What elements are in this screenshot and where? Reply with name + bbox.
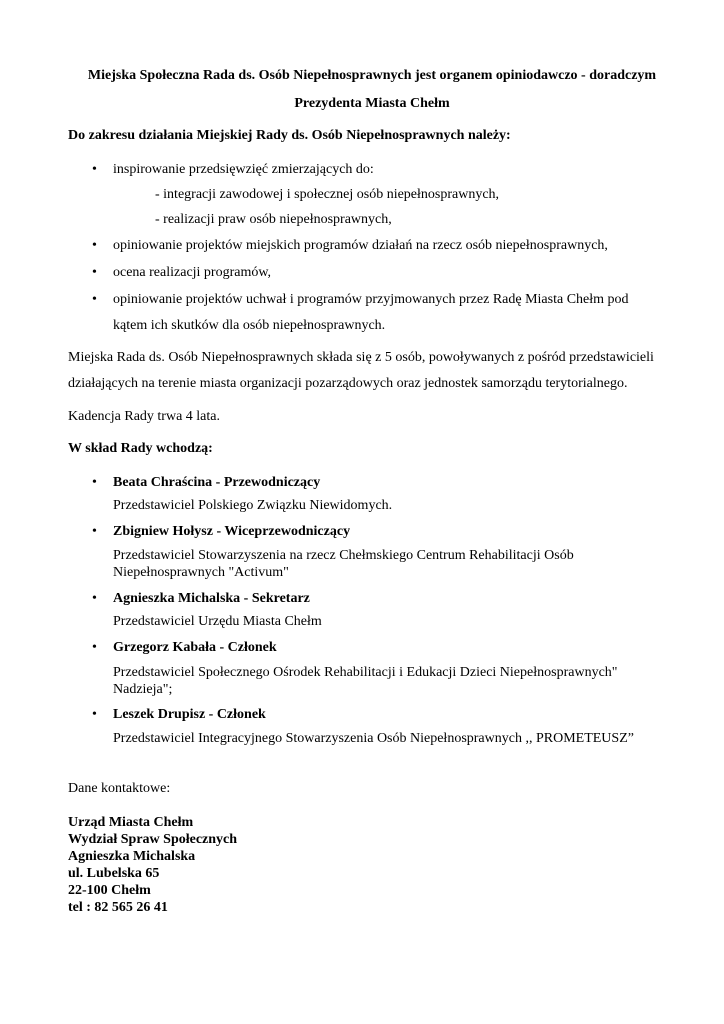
member-name: Agnieszka Michalska - Sekretarz [113, 591, 310, 606]
contact-street: ul. Lubelska 65 [68, 866, 160, 881]
member-name: Leszek Drupisz - Członek [113, 707, 266, 722]
composition-line-2: działających na terenie miasta organizacji pozarządowych oraz jednostek samorządu terytorialnego. [68, 376, 628, 391]
term-text: Kadencja Rady trwa 4 lata. [68, 409, 220, 424]
contact-office: Urząd Miasta Chełm [68, 815, 194, 830]
bullet-marker: • [92, 524, 97, 539]
scope-subitem-integration: - integracji zawodowej i społecznej osób niepełnosprawnych, [155, 187, 500, 202]
scope-subitem-rights: - realizacji praw osób niepełnosprawnych, [155, 212, 392, 227]
scope-heading: Do zakresu działania Miejskiej Rady ds. Osób Niepełnosprawnych należy: [68, 128, 511, 143]
contact-person: Agnieszka Michalska [68, 849, 196, 864]
scope-item-resolutions-line2: kątem ich skutków dla osób niepełnosprawnych. [113, 318, 386, 333]
member-description: Przedstawiciel Polskiego Związku Niewidomych. [113, 498, 393, 513]
bullet-marker: • [92, 707, 97, 722]
bullet-marker: • [92, 238, 97, 253]
members-heading: W skład Rady wchodzą: [68, 441, 213, 456]
bullet-marker: • [92, 591, 97, 606]
scope-item-resolutions-line1: opiniowanie projektów uchwał i programów przyjmowanych przez Radę Miasta Chełm pod [113, 292, 629, 307]
member-description: Przedstawiciel Stowarzyszenia na rzecz Chełmskiego Centrum Rehabilitacji Osób Niepełnosprawnych "Activum" [113, 548, 574, 580]
member-name: Grzegorz Kabała - Członek [113, 640, 277, 655]
bullet-marker: • [92, 640, 97, 655]
scope-item-evaluation: ocena realizacji programów, [113, 265, 272, 280]
bullet-marker: • [92, 475, 97, 490]
member-description: Przedstawiciel Urzędu Miasta Chełm [113, 614, 322, 629]
contact-city: 22-100 Chełm [68, 883, 151, 898]
title-line-1: Miejska Społeczna Rada ds. Osób Niepełnosprawnych jest organem opiniodawczo - doradczym [87, 68, 657, 83]
title-line-2: Prezydenta Miasta Chełm [294, 96, 450, 111]
bullet-marker: • [92, 265, 97, 280]
scope-item-inspire: inspirowanie przedsięwzięć zmierzających do: [113, 162, 374, 177]
contact-label: Dane kontaktowe: [68, 781, 171, 796]
bullet-marker: • [92, 292, 97, 307]
member-name: Beata Chraścina - Przewodniczący [113, 475, 321, 490]
member-name: Zbigniew Hołysz - Wiceprzewodniczący [113, 524, 351, 539]
contact-phone: tel : 82 565 26 41 [68, 900, 168, 915]
member-description: Przedstawiciel Integracyjnego Stowarzyszenia Osób Niepełnosprawnych ,, PROMETEUSZ” [113, 731, 634, 746]
composition-line-1: Miejska Rada ds. Osób Niepełnosprawnych składa się z 5 osób, powoływanych z pośród przedstawicieli [68, 350, 654, 365]
bullet-marker: • [92, 162, 97, 177]
contact-department: Wydział Spraw Społecznych [68, 832, 238, 847]
member-description: Przedstawiciel Społecznego Ośrodek Rehabilitacji i Edukacji Dzieci Niepełnosprawnych" Nadzieja"; [113, 665, 618, 697]
scope-item-programs: opiniowanie projektów miejskich programów działań na rzecz osób niepełnosprawnych, [113, 238, 608, 253]
